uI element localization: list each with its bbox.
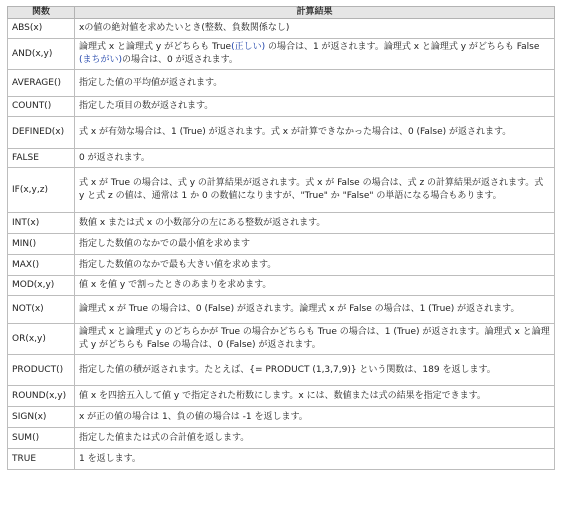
function-reference-table (7, 6, 555, 470)
table-row (8, 276, 555, 296)
function-name: OR(x,y) (8, 324, 75, 355)
result-part: の場合は、0 が返されます。 (122, 55, 238, 65)
function-name: SIGN(x) (8, 407, 75, 428)
table-row (8, 70, 555, 97)
result-highlight-correct: (正しい) (231, 42, 266, 52)
function-result: 式 x が有効な場合は、1 (True) が返されます。式 x が計算できなかった場合は、0 (False) が返されます。 (75, 117, 555, 149)
function-result: 値 x を値 y で割ったときのあまりを求めます。 (75, 276, 555, 296)
function-result: 指定した数値のなかで最も大きい値を求めます。 (75, 255, 555, 276)
result-highlight-wrong: (まちがい) (79, 55, 123, 65)
function-result: x が正の値の場合は 1、負の値の場合は -1 を返します。 (75, 407, 555, 428)
function-name: AND(x,y) (8, 39, 75, 70)
function-result: 指定した値の積が返されます。たとえば、{= PRODUCT (1,3,7,9)} という関数は、189 を返します。 (75, 355, 555, 386)
function-name: INT(x) (8, 213, 75, 234)
table-row (8, 19, 555, 39)
function-result: xの値の絶対値を求めたいとき(整数、負数関係なし) (75, 19, 555, 39)
function-name: MOD(x,y) (8, 276, 75, 296)
table-row (8, 449, 555, 470)
table-row (8, 213, 555, 234)
function-result: 1 を返します。 (75, 449, 555, 470)
table-row (8, 428, 555, 449)
table-row (8, 255, 555, 276)
function-result: 0 が返されます。 (75, 149, 555, 168)
function-result: 値 x を四捨五入して値 y で指定された桁数にします。x には、数値または式の結果を指定できます。 (75, 386, 555, 407)
table-row (8, 97, 555, 117)
result-part: 論理式 x と論理式 y がどちらも True (79, 42, 232, 52)
header-result: 計算結果 (75, 7, 555, 19)
table-row (8, 39, 555, 70)
function-name: NOT(x) (8, 296, 75, 324)
table-header-row (8, 7, 555, 19)
function-name: PRODUCT() (8, 355, 75, 386)
table-row (8, 234, 555, 255)
function-result: 論理式 x が True の場合は、0 (False) が返されます。論理式 x が False の場合は、1 (True) が返されます。 (75, 296, 555, 324)
function-name: DEFINED(x) (8, 117, 75, 149)
function-name: ROUND(x,y) (8, 386, 75, 407)
table-row (8, 296, 555, 324)
table-row (8, 168, 555, 213)
function-name: COUNT() (8, 97, 75, 117)
function-result: 論理式 x と論理式 y のどちらかが True の場合かどちらも True の場合は、1 (True) が返されます。論理式 x と論理式 y がどちらも False の場合は、0 (False) が返されます。 (75, 324, 555, 355)
table-row (8, 355, 555, 386)
table-row (8, 324, 555, 355)
table-row (8, 386, 555, 407)
function-name: AVERAGE() (8, 70, 75, 97)
function-name: TRUE (8, 449, 75, 470)
table-row (8, 117, 555, 149)
function-result: 指定した数値のなかでの最小値を求めます (75, 234, 555, 255)
function-name: MIN() (8, 234, 75, 255)
function-result (75, 39, 555, 70)
function-result: 指定した値の平均値が返されます。 (75, 70, 555, 97)
function-result: 指定した値または式の合計値を返します。 (75, 428, 555, 449)
function-result: 指定した項目の数が返されます。 (75, 97, 555, 117)
table-row (8, 407, 555, 428)
result-part: の場合は、1 が返されます。論理式 x と論理式 y がどちらも False (265, 42, 540, 52)
function-name: FALSE (8, 149, 75, 168)
function-name: ABS(x) (8, 19, 75, 39)
function-name: MAX() (8, 255, 75, 276)
function-result: 数値 x または式 x の小数部分の左にある整数が返されます。 (75, 213, 555, 234)
function-name: SUM() (8, 428, 75, 449)
function-name: IF(x,y,z) (8, 168, 75, 213)
function-result: 式 x が True の場合は、式 y の計算結果が返されます。式 x が False の場合は、式 z の計算結果が返されます。式 y と式 z の値は、通常は 1 か 0 の数値になりますが、"True" か "False" の単語になる場合もあります。 (75, 168, 555, 213)
header-function: 関数 (8, 7, 75, 19)
table-row (8, 149, 555, 168)
